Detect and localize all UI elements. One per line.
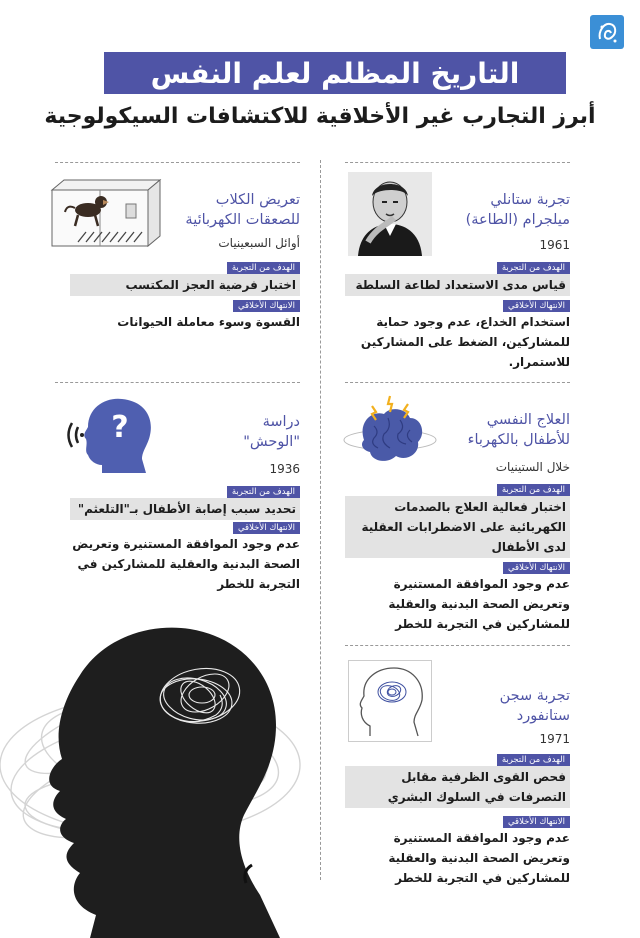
milgram-portrait-icon bbox=[348, 172, 432, 256]
dogs-goal: اختبار فرضية العجز المكتسب bbox=[70, 274, 300, 296]
head-question-icon bbox=[62, 395, 162, 473]
divider bbox=[55, 162, 300, 163]
page-title-banner bbox=[104, 52, 566, 94]
divider bbox=[55, 382, 300, 383]
stanford-goal-label: الهدف من التجربة bbox=[497, 754, 570, 766]
head-scribble-icon bbox=[348, 660, 432, 742]
monster-date: 1936 bbox=[269, 462, 300, 476]
dogs-title: تعريض الكلاب للصعقات الكهربائية bbox=[185, 192, 300, 228]
milgram-title: تجربة ستانلي ميلجرام (الطاعة) bbox=[465, 192, 570, 228]
milgram-goal-label: الهدف من التجربة bbox=[497, 262, 570, 274]
monster-goal-label: الهدف من التجربة bbox=[227, 486, 300, 498]
milgram-goal: قياس مدى الاستعداد لطاعة السلطة bbox=[345, 274, 570, 296]
children-shock-goal: اختبار فعالية العلاج بالصدمات الكهربائية على الاضطرابات العقلية لدى الأطفال bbox=[345, 496, 570, 558]
monster-goal: تحديد سبب إصابة الأطفال بـ"التلعثم" bbox=[70, 498, 300, 520]
milgram-date: 1961 bbox=[539, 238, 570, 252]
stanford-goal: فحص القوى الظرفية مقابل التصرفات في السلوك البشري bbox=[345, 766, 570, 808]
page-title: التاريخ المظلم لعلم النفس bbox=[150, 56, 520, 90]
stanford-violation-label: الانتهاك الأخلاقي bbox=[503, 816, 570, 828]
milgram-violation: استخدام الخداع، عدم وجود حماية للمشاركين، الضغط على المشاركين للاستمرار. bbox=[360, 315, 570, 369]
divider bbox=[345, 382, 570, 383]
stanford-title: تجربة سجن ستانفورد bbox=[499, 688, 570, 724]
column-divider bbox=[320, 160, 321, 880]
stanford-violation: عدم وجود الموافقة المستنيرة وتعريض الصحة البدنية والعقلية للمشاركين في التجربة للخطر bbox=[388, 831, 570, 885]
children-shock-title: العلاج النفسي للأطفال بالكهرباء bbox=[467, 412, 570, 448]
children-shock-violation-label: الانتهاك الأخلاقي bbox=[503, 562, 570, 574]
svg-text:?: ? bbox=[111, 410, 129, 445]
divider bbox=[345, 162, 570, 163]
broadcaster-logo bbox=[590, 15, 624, 49]
monster-title: دراسة "الوحش" bbox=[243, 414, 300, 450]
monster-violation-label: الانتهاك الأخلاقي bbox=[233, 522, 300, 534]
dogs-violation-label: الانتهاك الأخلاقي bbox=[233, 300, 300, 312]
dogs-goal-label: الهدف من التجربة bbox=[227, 262, 300, 274]
children-shock-date: خلال الستينيات bbox=[495, 460, 570, 474]
milgram-violation-label: الانتهاك الأخلاقي bbox=[503, 300, 570, 312]
children-shock-goal-label: الهدف من التجربة bbox=[497, 484, 570, 496]
monster-violation: عدم وجود الموافقة المستنيرة وتعريض الصحة البدنية والعقلية للمشاركين في التجربة للخطر bbox=[72, 537, 300, 591]
page-subtitle: أبرز التجارب غير الأخلاقية للاكتشافات السيكولوجية bbox=[44, 104, 596, 129]
electric-brain-icon bbox=[342, 392, 438, 472]
dogs-violation: القسوة وسوء معاملة الحيوانات bbox=[117, 315, 300, 329]
stanford-date: 1971 bbox=[539, 732, 570, 746]
dog-cage-icon bbox=[48, 170, 163, 255]
children-shock-violation: عدم وجود الموافقة المستنيرة وتعريض الصحة البدنية والعقلية للمشاركين في التجربة للخطر bbox=[388, 577, 570, 631]
dogs-date: أوائل السبعينيات bbox=[218, 236, 300, 250]
divider bbox=[345, 645, 570, 646]
silhouette-head-illustration bbox=[0, 615, 320, 938]
